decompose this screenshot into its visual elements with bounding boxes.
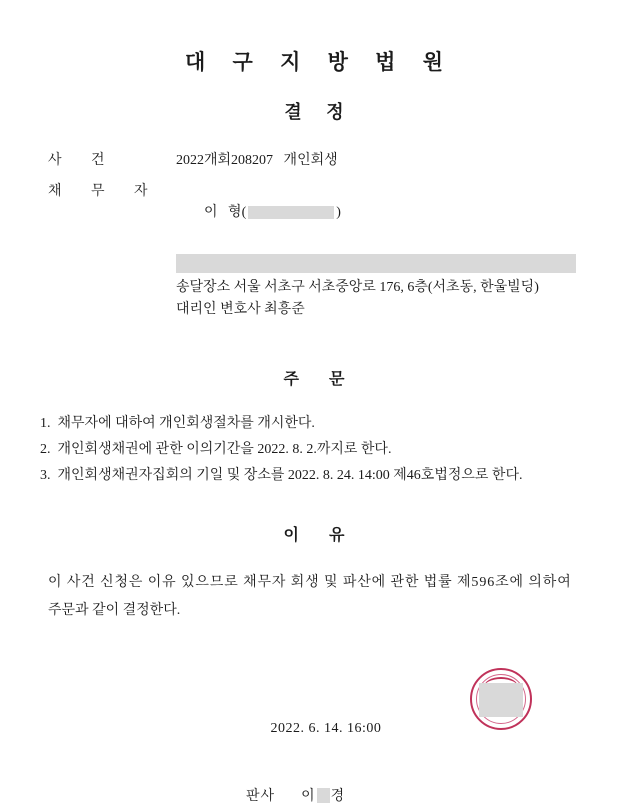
debtor-row: [48, 181, 628, 244]
case-number-row: [48, 150, 628, 171]
case-metadata: [0, 150, 628, 273]
redaction-block-address: [176, 254, 576, 273]
debtor-value: [176, 181, 628, 244]
agent-line: 대리인 변호사 최흥준: [176, 302, 305, 318]
service-address-block: [0, 277, 628, 322]
reason-text: [0, 569, 628, 625]
decision-date: 2022. 6. 14. 16:00: [270, 721, 382, 737]
judge-name-prefix: 이: [301, 789, 316, 805]
debtor-paren-close: ): [336, 205, 341, 220]
order-items: [0, 411, 628, 489]
document-type-heading: 결 정: [284, 102, 354, 122]
reason-line-1: 이 사건 신청은 이유 있으므로 채무자 회생 및 파산에 관한 법률 제596조에 의하여: [48, 575, 572, 591]
court-seal-icon: [470, 668, 532, 730]
reason-line-2: 주문과 같이 결정한다.: [48, 603, 181, 619]
debtor-label: 채 무 자: [48, 184, 161, 199]
judge-label: 판사: [246, 789, 276, 805]
case-number-label: 사 건: [48, 153, 118, 168]
order-item-3: 3. 개인회생채권자집회의 기일 및 장소를 2022. 8. 24. 14:00 제46호법정으로 한다.: [40, 467, 523, 483]
order-item-2: 2. 개인회생채권에 관한 이의기간을 2022. 8. 2.까지로 한다.: [40, 441, 392, 457]
order-item-1: 1. 채무자에 대하여 개인회생절차를 개시한다.: [40, 415, 315, 431]
debtor-paren-open: (: [241, 205, 247, 220]
order-section-heading: 주 문: [283, 370, 358, 388]
redaction-block-debtor-id: [248, 206, 334, 219]
case-number-value: 2022개회208207 개인회생: [176, 153, 338, 168]
redaction-block-seal: [479, 683, 523, 717]
debtor-name: 이 형: [204, 205, 242, 220]
reason-section-heading: 이 유: [283, 527, 358, 545]
page-title: 대 구 지 방 법 원: [185, 50, 454, 74]
redaction-block-judge-name: [317, 788, 330, 803]
judge-name-suffix: 경: [330, 789, 346, 805]
judge-name: [301, 785, 345, 805]
document-page: [0, 46, 628, 805]
service-address-line: 송달장소 서울 서초구 서초중앙로 176, 6층(서초동, 한울빌딩): [176, 280, 539, 295]
judge-signature-row: [0, 785, 628, 805]
